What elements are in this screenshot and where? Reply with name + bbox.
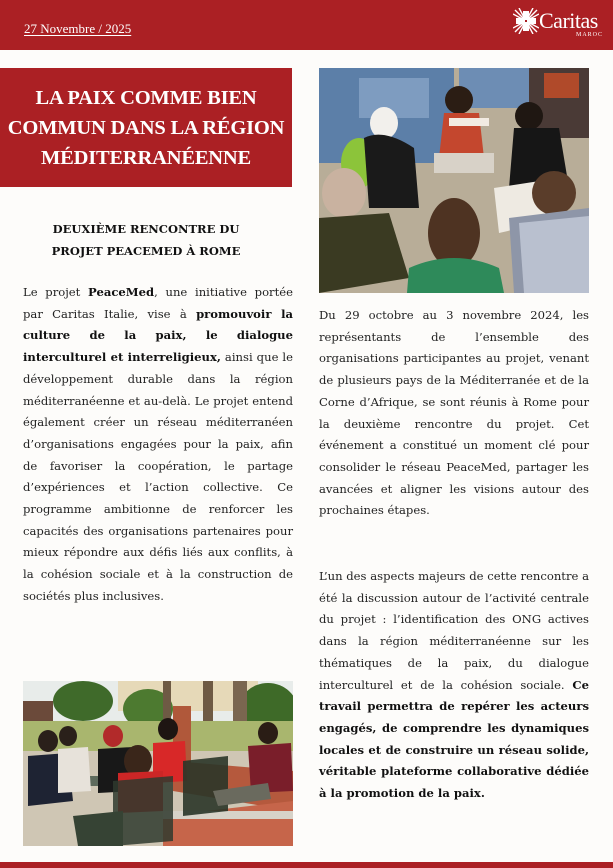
activity-paragraph: [319, 566, 589, 805]
publication-date: 27 Novembre / 2025: [24, 21, 132, 36]
garden-photo: [23, 681, 293, 846]
article-title: LA PAIX COMME BIEN COMMUN DANS LA RÉGION MÉDITERRANÉENNE: [7, 86, 285, 169]
title-banner: [0, 68, 292, 187]
text-run: ainsi que le développement durable dans la région méditerranéenne et au-delà. Le projet entend également créer un réseau méditerranéen d’organisations engagées pour la paix, afin de favoriser la coopération, le partage d’expériences et l’action collective. Ce programme ambitionne de renforcer les capacités des organisations partenaires pour mieux répondre aux défis liés aux conflits, à la cohésion sociale et à la construction de sociétés plus inclusives.: [23, 350, 293, 603]
bold-run: promouvoir la culture de la paix, le dialogue interculturel et interreligieux,: [23, 306, 293, 365]
text-run: Le projet: [23, 285, 89, 299]
caritas-cross-icon: [513, 8, 539, 34]
bold-run: PeaceMed: [88, 285, 155, 299]
bold-run: Ce travail permettra de repérer les acteurs engagés, de comprendre les dynamiques locales et de construire un réseau solide, véritable plateforme collaborative dédiée à la promotion de la paix.: [319, 677, 589, 801]
text-run: , une initiative portée par Caritas Italie, vise à: [23, 285, 293, 321]
event-paragraph: Du 29 octobre au 3 novembre 2024, les représentants de l’ensemble des organisations participantes au projet, venant de plusieurs pays de la Méditerranée et de la Corne d’Afrique, se sont réunis à Rome pour la deuxième rencontre du projet. Cet événement a constitué un moment clé pour consolider le réseau PeaceMed, partager les avancées et aligner les visions autour des prochaines étapes.: [319, 308, 589, 518]
caritas-logo: [513, 6, 605, 44]
text-run: L’un des aspects majeurs de cette rencontre a été la discussion autour de l’activité centrale du projet : l’identification des ONG actives dans la région méditerranéenne sur les thématiques de la paix, du dialogue interculturel et de la cohésion sociale.: [319, 569, 589, 692]
intro-paragraph: [23, 282, 293, 608]
article-subtitle: DEUXIÈME RENCONTRE DU PROJET PEACEMED À ROME: [51, 222, 241, 258]
logo-subtitle: MAROC: [575, 32, 603, 38]
meeting-photo: [319, 68, 589, 293]
footer-bar: [0, 862, 613, 868]
header-bar: [0, 0, 613, 50]
indoor-group-discussion-photo: [319, 68, 589, 293]
logo-name: Caritas: [539, 8, 598, 33]
outdoor-garden-table-photo: [23, 681, 293, 846]
